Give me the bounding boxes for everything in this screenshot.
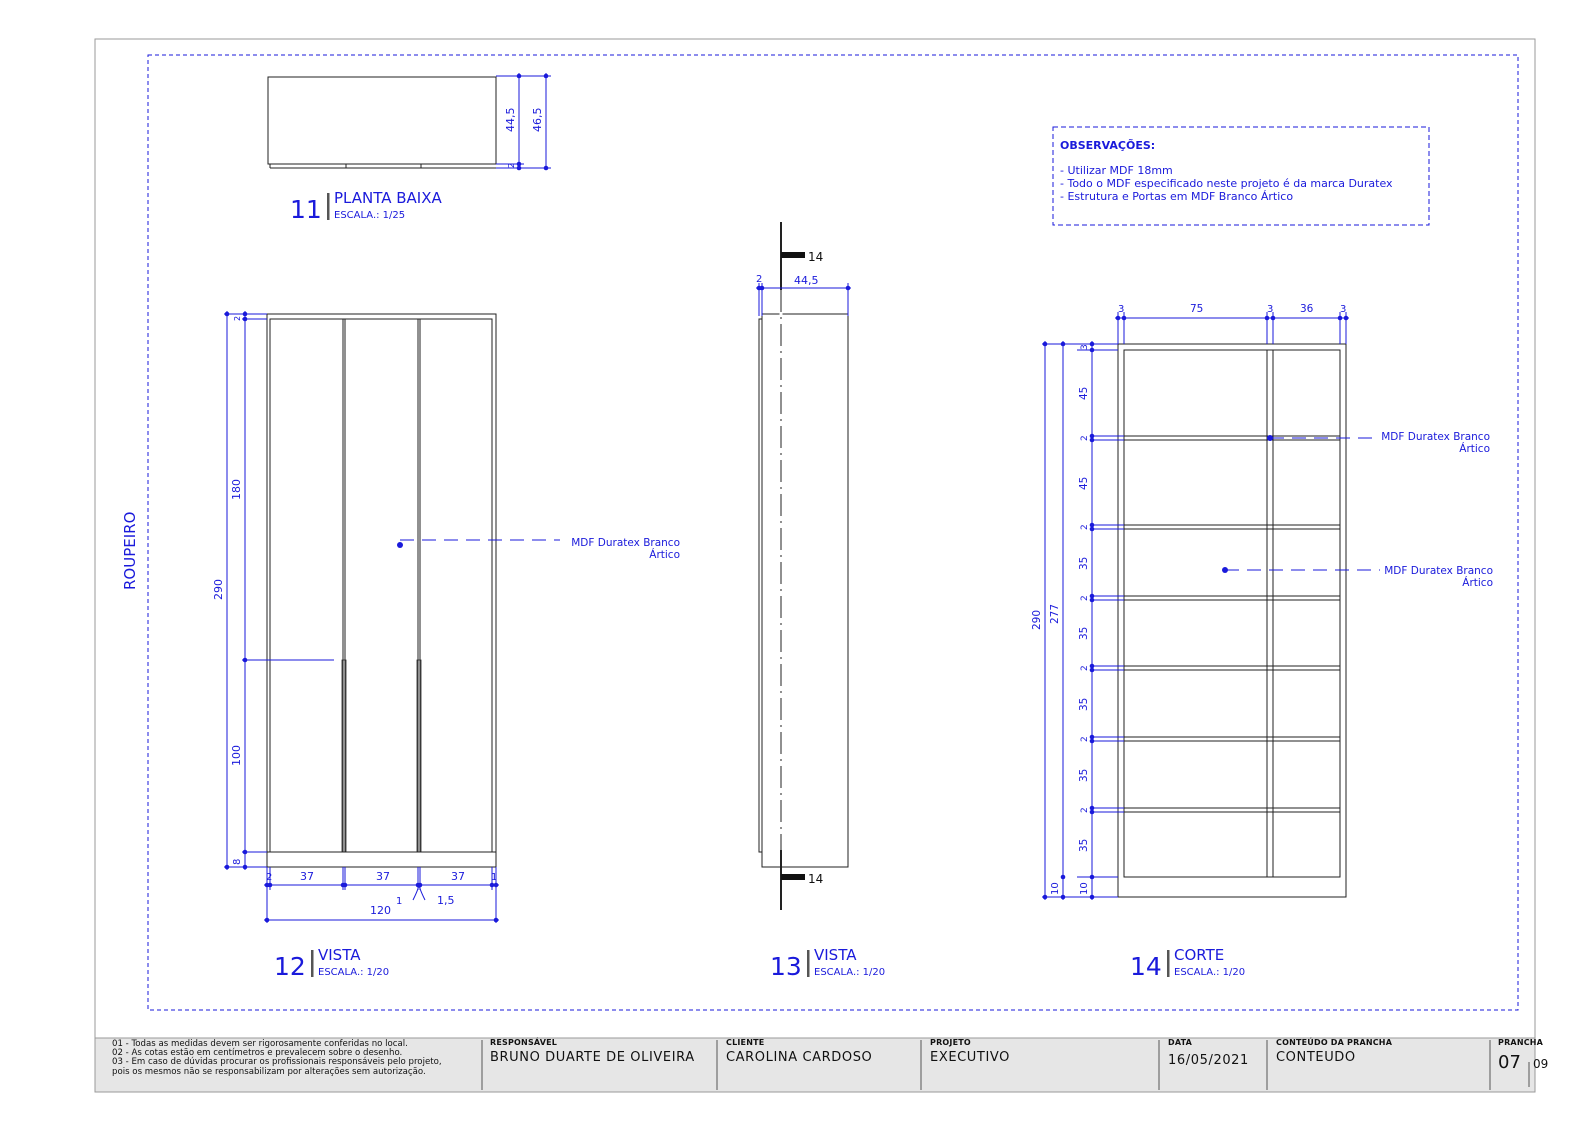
section-view (1118, 344, 1346, 897)
dim-2-top: 2 (233, 315, 242, 321)
responsavel-value: BRUNO DUARTE DE OLIVEIRA (490, 1050, 695, 1065)
view-scale: ESCALA.: 1/20 (814, 967, 886, 978)
material-callout-shelf (1381, 431, 1490, 455)
view-title: VISTA (814, 946, 857, 964)
dim-v-2b: 2 (1080, 524, 1090, 530)
general-notes (112, 1040, 472, 1077)
cliente-field (726, 1038, 872, 1088)
observation-item: - Todo o MDF especificado neste projeto é da marca Duratex (1060, 177, 1393, 190)
material-label: MDF Duratex Branco (1381, 431, 1490, 443)
dim-v-2d: 2 (1080, 665, 1090, 671)
cliente-label: CLIENTE (726, 1038, 765, 1047)
view-12-label (274, 946, 389, 981)
dim-h-2: 2 (266, 872, 273, 883)
prancha-field (1498, 1038, 1548, 1088)
dim-v-45a: 45 (1078, 386, 1090, 400)
dim-180: 180 (230, 479, 243, 500)
dim-side-44-5: 44,5 (794, 274, 819, 287)
view-scale: ESCALA.: 1/20 (1174, 967, 1246, 978)
dim-8: 8 (232, 858, 243, 865)
front-view (267, 314, 496, 867)
dim-100: 100 (230, 745, 243, 766)
dim-h-37b: 37 (376, 870, 390, 883)
dim-side-2: 2 (756, 274, 763, 285)
dim-top-3c: 3 (1340, 304, 1347, 315)
observation-item: - Estrutura e Portas em MDF Branco Ártico (1060, 190, 1294, 203)
dim-h-120: 120 (370, 904, 391, 917)
projeto-value: EXECUTIVO (930, 1050, 1010, 1065)
dim-h-1b: 1 (396, 896, 403, 907)
view-11-label (290, 189, 443, 224)
view-number: 12 (274, 952, 306, 981)
material-label-2: Ártico (1462, 577, 1493, 589)
note-line: pois os mesmos não se responsabilizam por alterações sem autorização. (112, 1066, 426, 1077)
dim-v-35b: 35 (1078, 626, 1090, 640)
responsavel-field (490, 1038, 695, 1088)
shelves (1124, 436, 1340, 812)
dim-h-37c: 37 (451, 870, 465, 883)
dim-v-3: 3 (1080, 344, 1090, 350)
conteudo-label: CONTEÚDO DA PRANCHA (1276, 1038, 1393, 1047)
note-line: 02 - As cotas estão em centímetros e prevalecem sobre o desenho. (112, 1048, 403, 1059)
side-dimensions (756, 283, 851, 316)
dim-plan-2: 2 (507, 162, 516, 168)
conteudo-field (1276, 1038, 1392, 1088)
dim-v-277: 277 (1049, 603, 1061, 624)
observation-item: - Utilizar MDF 18mm (1060, 164, 1173, 177)
side-view (759, 222, 848, 910)
dim-v-10b: 10 (1079, 882, 1090, 895)
view-number: 14 (1130, 952, 1162, 981)
dim-top-75: 75 (1190, 303, 1204, 315)
dim-top-3a: 3 (1118, 304, 1125, 315)
view-title: CORTE (1174, 946, 1225, 964)
note-line: 01 - Todas as medidas devem ser rigorosamente conferidas no local. (112, 1039, 408, 1049)
plan-view (268, 77, 496, 168)
dim-v-45b: 45 (1078, 476, 1090, 490)
view-13-label (770, 946, 885, 981)
view-title: VISTA (318, 946, 361, 964)
dim-h-37a: 37 (300, 870, 314, 883)
dim-plan-44-5: 44,5 (504, 107, 517, 132)
dim-v-35e: 35 (1078, 838, 1090, 852)
dim-v-35c: 35 (1078, 697, 1090, 711)
prancha-number: 07 (1498, 1052, 1521, 1073)
side-label: ROUPEIRO (121, 511, 139, 590)
view-14-label (1130, 946, 1245, 981)
material-callout-body (1384, 565, 1493, 589)
section-mark-bottom: 14 (808, 872, 824, 886)
view-number: 13 (770, 952, 802, 981)
dim-v-2e: 2 (1080, 736, 1090, 742)
cliente-value: CAROLINA CARDOSO (726, 1050, 873, 1065)
section-mark-top: 14 (808, 250, 824, 264)
responsavel-label: RESPONSÁVEL (490, 1038, 558, 1047)
dim-top-36: 36 (1300, 303, 1314, 315)
view-scale: ESCALA.: 1/25 (334, 210, 406, 221)
dim-v-2a: 2 (1080, 435, 1090, 441)
material-label-2: Ártico (1459, 443, 1490, 455)
dim-v-2c: 2 (1080, 595, 1090, 601)
dim-h-1-5: 1,5 (437, 894, 455, 907)
prancha-label: PRANCHA (1498, 1038, 1544, 1047)
observations-title: OBSERVAÇÕES: (1060, 139, 1156, 152)
dim-v-2f: 2 (1080, 807, 1090, 813)
projeto-field (930, 1038, 1010, 1088)
dim-plan-46-5: 46,5 (531, 107, 544, 132)
material-label-2: Ártico (649, 549, 680, 561)
dim-h-1: 1 (491, 872, 498, 883)
data-field (1168, 1038, 1249, 1088)
prancha-total: 09 (1533, 1057, 1549, 1071)
dim-290: 290 (212, 579, 225, 600)
data-label: DATA (1168, 1038, 1193, 1047)
data-value: 16/05/2021 (1168, 1053, 1249, 1068)
view-title: PLANTA BAIXA (334, 189, 442, 207)
material-callout-view12 (571, 537, 680, 561)
dim-v-10a: 10 (1050, 882, 1061, 895)
front-dimensions (224, 311, 560, 923)
note-line: 03 - Em caso de dúvidas procurar os profissionais responsáveis pelo projeto, (112, 1057, 442, 1068)
conteudo-value: CONTEUDO (1276, 1050, 1356, 1065)
material-label: MDF Duratex Branco (571, 537, 680, 549)
dim-v-35a: 35 (1078, 556, 1090, 570)
observations (1060, 139, 1393, 203)
dim-v-35d: 35 (1078, 768, 1090, 782)
projeto-label: PROJETO (930, 1038, 971, 1047)
view-scale: ESCALA.: 1/20 (318, 967, 390, 978)
view-number: 11 (290, 195, 322, 224)
dim-top-3b: 3 (1267, 304, 1274, 315)
material-label: MDF Duratex Branco (1384, 565, 1493, 577)
dim-v-290: 290 (1031, 609, 1043, 630)
